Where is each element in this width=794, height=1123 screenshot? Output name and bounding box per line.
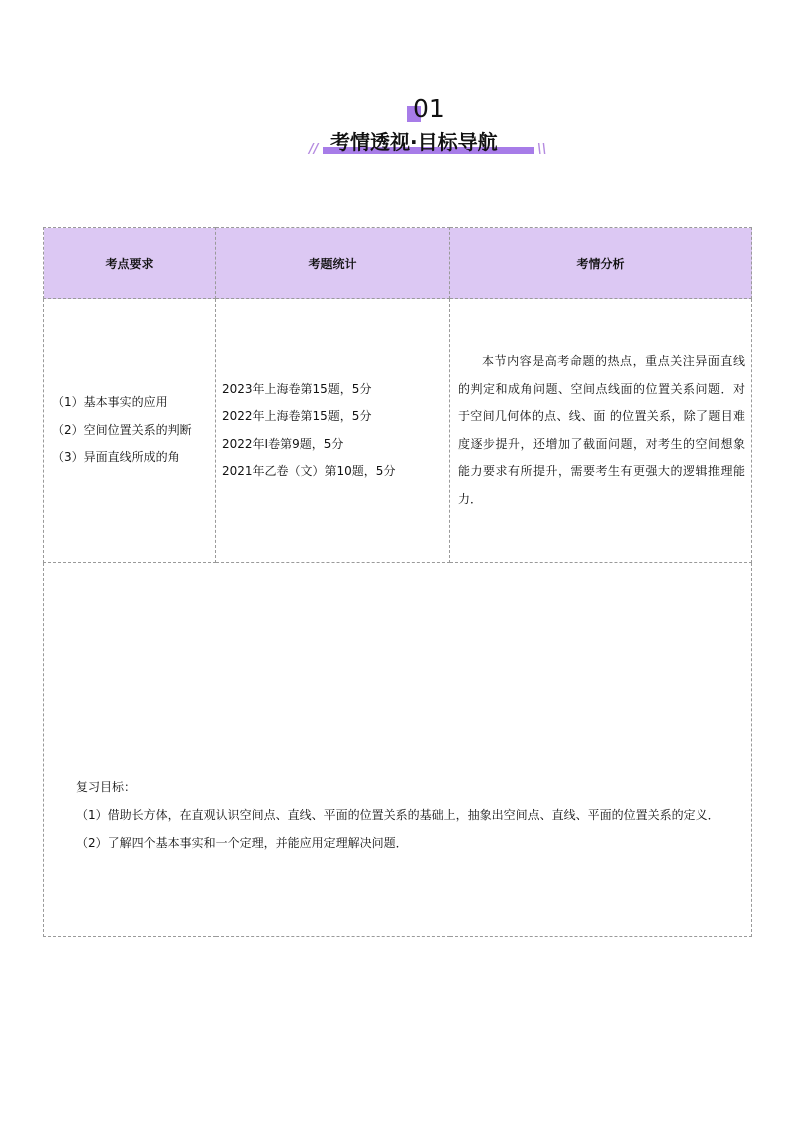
- statistics-cell: [216, 299, 450, 563]
- exam-analysis-table: [43, 227, 752, 937]
- goals-row: [44, 563, 752, 937]
- statistic-item: 2022年上海卷第15题，5分: [222, 409, 372, 423]
- goal-item: （2）了解四个基本事实和一个定理，并能应用定理解决问题．: [76, 836, 408, 850]
- statistic-item: 2021年乙卷（文）第10题，5分: [222, 464, 396, 478]
- goal-item: （1）借助长方体，在直观认识空间点、直线、平面的位置关系的基础上，抽象出空间点、直线、平面的位置关系的定义．: [76, 808, 720, 822]
- header-requirements: 考点要求: [44, 228, 216, 299]
- title-slash-right: \\: [537, 142, 547, 157]
- header-analysis: 考情分析: [450, 228, 752, 299]
- analysis-text: 本节内容是高考命题的热点，重点关注异面直线的判定和成角问题、空间点线面的位置关系问题．对于空间几何体的点、线、面 的位置关系，除了题目难度逐步提升，还增加了截面问题，对考生的空间想象能力要求有所提升，需要考生有更强大的逻辑推理能力．: [458, 354, 745, 506]
- statistic-item: 2022年Ⅰ卷第9题，5分: [222, 436, 344, 451]
- table-header-row: [44, 228, 752, 299]
- section-number: 01: [413, 94, 445, 123]
- analysis-cell: [450, 299, 752, 563]
- section-header: [0, 0, 794, 170]
- requirement-item: （3）异面直线所成的角: [52, 450, 180, 465]
- requirement-item: （1）基本事实的应用: [52, 395, 168, 410]
- section-title: 考情透视·目标导航: [330, 130, 498, 154]
- header-statistics: 考题统计: [216, 228, 450, 299]
- goals-cell: [44, 563, 752, 937]
- goals-title: 复习目标：: [76, 780, 137, 794]
- table-row: [44, 299, 752, 563]
- requirement-item: （2）空间位置关系的判断: [52, 422, 192, 437]
- requirements-cell: [44, 299, 216, 563]
- title-slash-left: //: [309, 142, 319, 157]
- statistic-item: 2023年上海卷第15题，5分: [222, 381, 372, 396]
